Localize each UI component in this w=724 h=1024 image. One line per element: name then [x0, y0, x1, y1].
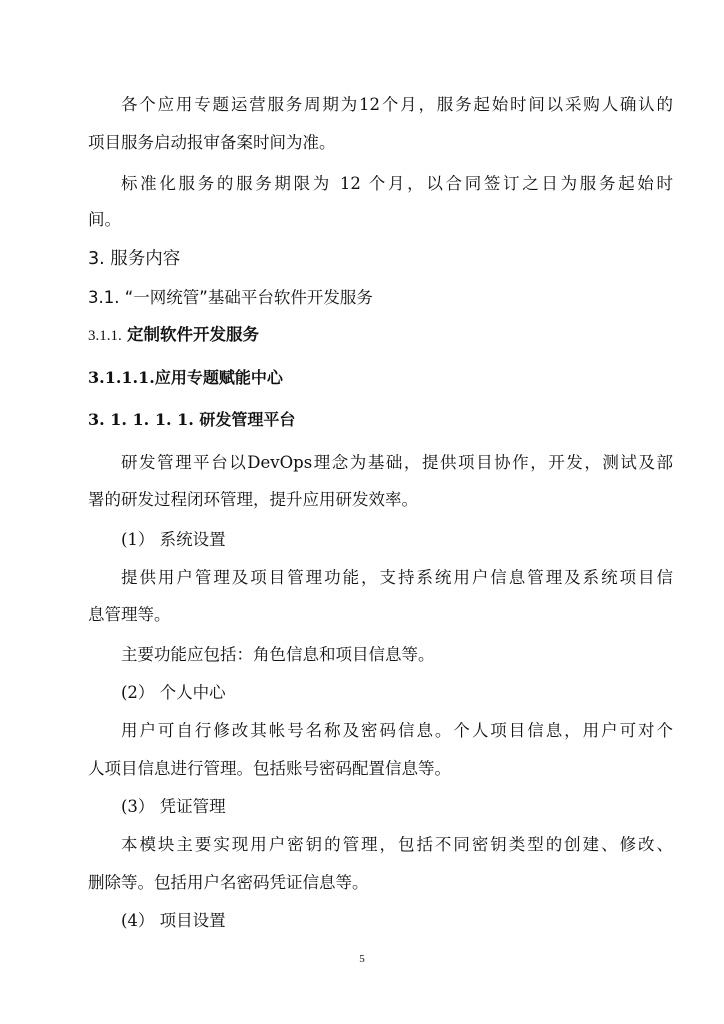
paragraph-line: 删除等。包括用户名密码凭证信息等。	[88, 873, 369, 892]
section-heading: 3. 服务内容	[88, 249, 181, 269]
paragraph-line: 主要功能应包括：角色信息和项目信息等。	[121, 645, 435, 664]
list-item: (2） 个人中心	[121, 683, 226, 702]
paragraph-line: 用户可自行修改其帐号名称及密码信息。个人项目信息，用户可对个	[121, 721, 673, 740]
paragraph-line: 各个应用专题运营服务周期为12个月，服务起始时间以采购人确认的	[121, 95, 673, 114]
list-item: (4） 项目设置	[121, 911, 226, 930]
paragraph-line: 间。	[88, 210, 121, 229]
heading-number: 3.1.1.	[88, 328, 122, 344]
subsubsection-heading	[88, 324, 259, 347]
paragraph-line: 人项目信息进行管理。包括账号密码配置信息等。	[88, 759, 451, 778]
list-item: (3） 凭证管理	[121, 797, 226, 816]
paragraph-line: 息管理等。	[88, 605, 171, 624]
subsection-heading: 3.1. “一网统管”基础平台软件开发服务	[88, 288, 373, 307]
paragraph-line: 项目服务启动报审备案时间为准。	[88, 133, 336, 152]
level5-heading: 3. 1. 1. 1. 1. 研发管理平台	[88, 410, 296, 429]
level4-heading: 3.1.1.1.应用专题赋能中心	[88, 368, 283, 387]
paragraph-line: 署的研发过程闭环管理，提升应用研发效率。	[88, 490, 418, 509]
paragraph-line: 提供用户管理及项目管理功能，支持系统用户信息管理及系统项目信	[121, 568, 673, 587]
paragraph-line: 本模块主要实现用户密钥的管理，包括不同密钥类型的创建、修改、	[121, 835, 673, 854]
paragraph-line: 标准化服务的服务期限为 12 个月，以合同签订之日为服务起始时	[121, 174, 673, 193]
heading-text: 定制软件开发服务	[127, 325, 259, 344]
page-number: 5	[359, 953, 365, 965]
paragraph-line: 研发管理平台以DevOps理念为基础，提供项目协作，开发，测试及部	[121, 453, 673, 472]
list-item: (1） 系统设置	[121, 530, 226, 549]
